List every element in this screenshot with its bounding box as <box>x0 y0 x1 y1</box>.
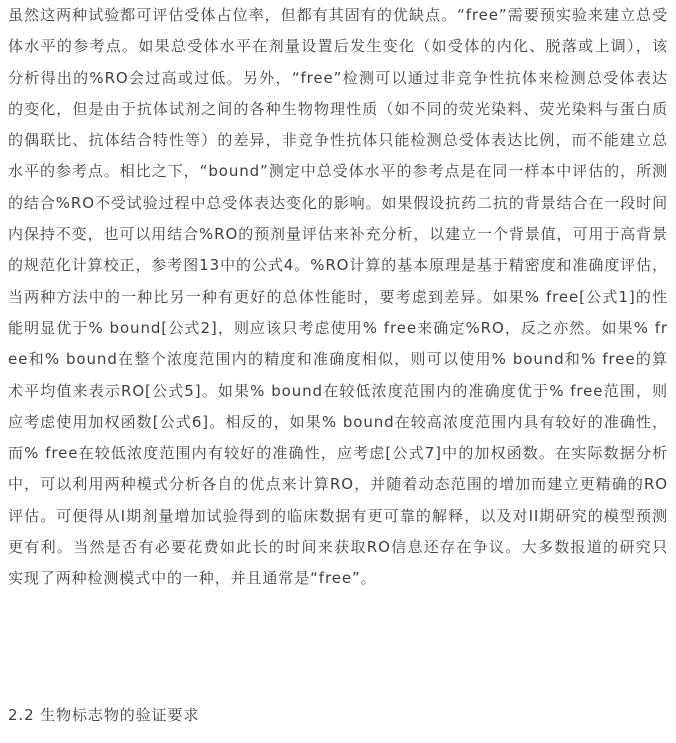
article-body <box>8 0 668 595</box>
body-paragraph: 虽然这两种试验都可评估受体占位率，但都有其固有的优缺点。“free”需要预实验来建立总受体水平的参考点。如果总受体水平在剂量设置后发生变化（如受体的内化、脱落或上调），该分析得出的%RO会过高或过低。另外，“free”检测可以通过非竞争性抗体来检测总受体表达的变化，但是由于抗体试剂之间的各种生物物理性质（如不同的荧光染料、荧光染料与蛋白质的偶联比、抗体结合特性等）的差异，非竞争性抗体只能检测总受体表达比例，而不能建立总水平的参考点。相比之下，“bound”测定中总受体水平的参考点是在同一样本中评估的，所测的结合%RO不受试验过程中总受体表达变化的影响。如果假设抗药二抗的背景结合在一段时间内保持不变，也可以用结合%RO的预剂量评估来补充分析，以建立一个背景值，可用于高背景的规范化计算校正，参考图13中的公式4。%RO计算的基本原理是基于精密度和准确度评估，当两种方法中的一种比另一种有更好的总体性能时，要考虑到差异。如果% free[公式1]的性能明显优于% bound[公式2]，则应该只考虑使用% free来确定%RO，反之亦然。如果% free和% bound在整个浓度范围内的精度和准确度相似，则可以使用% bound和% free的算术平均值来表示RO[公式5]。如果% bound在较低浓度范围内的准确度优于% free范围，则应考虑使用加权函数[公式6]。相反的，如果% bound在较高浓度范围内具有较好的准确性，而% free在较低浓度范围内有较好的准确性，应考虑[公式7]中的加权函数。在实际数据分析中，可以利用两种模式分析各自的优点来计算RO，并随着动态范围的增加而建立更精确的RO评估。可便得从I期剂量增加试验得到的临床数据有更可靠的解释，以及对II期研究的模型预测更有利。当然是否有必要花费如此长的时间来获取RO信息还存在争议。大多数报道的研究只实现了两种检测模式中的一种，并且通常是“free”。 <box>8 6 668 588</box>
section-heading: 2.2 生物标志物的验证要求 <box>8 706 200 724</box>
